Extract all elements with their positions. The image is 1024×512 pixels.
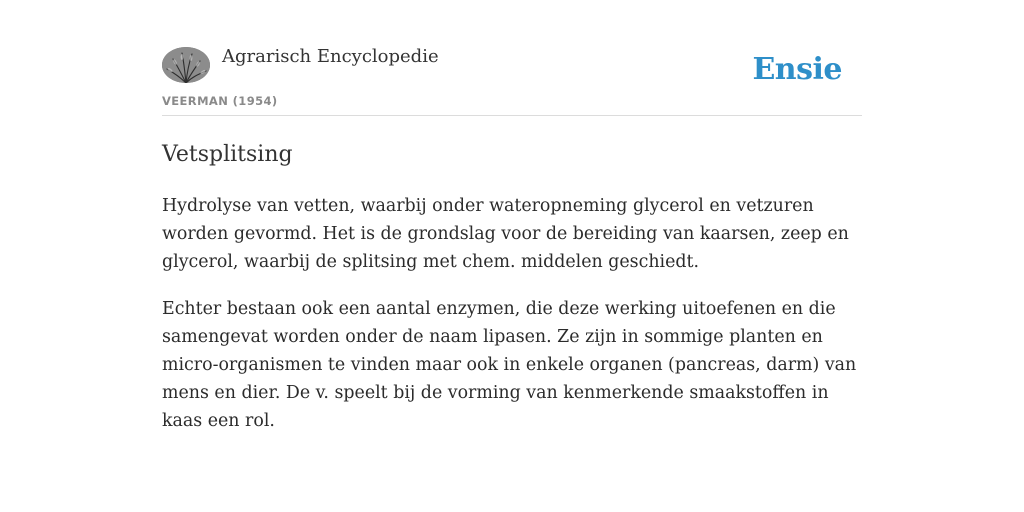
book-cover-wheat-icon[interactable] [162, 47, 210, 83]
entry-title: Vetsplitsing [162, 142, 293, 167]
book-header [162, 44, 862, 116]
book-author: VEERMAN (1954) [162, 94, 278, 108]
entry-paragraph: Echter bestaan ook een aantal enzymen, die deze werking uitoefenen en die samengevat worden onder de naam lipasen. Ze zijn in sommige planten en micro-organismen te vinden maar ook in enkele organen (pancreas, darm) van mens en dier. De v. speelt bij de vorming van kenmerkende smaakstoffen in kaas een rol. [162, 299, 857, 431]
ensie-logo[interactable]: Ensie [752, 52, 842, 87]
article-container [162, 44, 862, 435]
book-title[interactable]: Agrarisch Encyclopedie [222, 46, 439, 67]
entry-paragraph: Hydrolyse van vetten, waarbij onder wateropneming glycerol en vetzuren worden gevormd. Het is de grondslag voor de bereiding van kaarsen, zeep en glycerol, waarbij de splitsing met chem. middelen geschiedt. [162, 196, 849, 272]
